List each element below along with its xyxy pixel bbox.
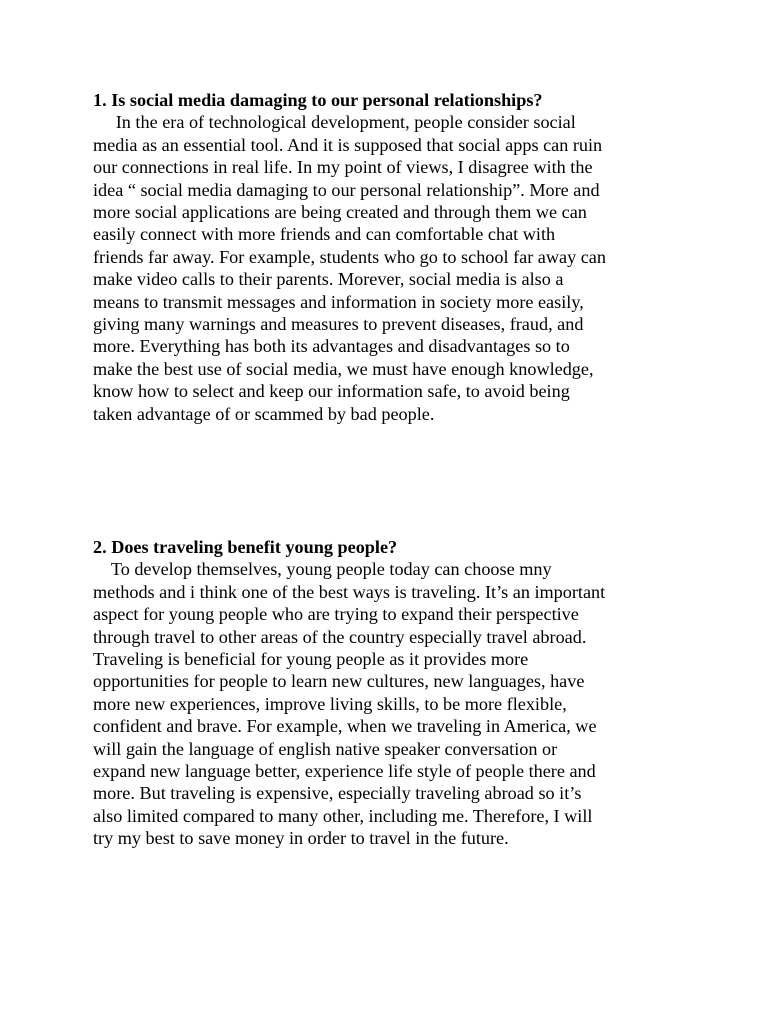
paragraph-line: idea “ social media damaging to our personal relationship”. More and — [93, 179, 600, 200]
paragraph-line: try my best to save money in order to travel in the future. — [93, 828, 509, 849]
paragraph-line: methods and i think one of the best ways is traveling. It’s an important — [93, 581, 606, 602]
paragraph-line: more new experiences, improve living skills, to be more flexible, — [93, 693, 567, 714]
paragraph-line: know how to select and keep our information safe, to avoid being — [93, 381, 570, 402]
paragraph-line: make video calls to their parents. Morever, social media is also a — [93, 269, 564, 290]
essay-section-social-media — [93, 89, 693, 425]
paragraph-line: friends far away. For example, students who go to school far away can — [93, 246, 606, 267]
paragraph-line: opportunities for people to learn new cultures, new languages, have — [93, 671, 585, 692]
paragraph-line: also limited compared to many other, including me. Therefore, I will — [93, 805, 593, 826]
paragraph-line: Traveling is beneficial for young people as it provides more — [93, 649, 529, 670]
question-heading-1: 1. Is social media damaging to our personal relationships? — [93, 90, 543, 110]
paragraph-line: To develop themselves, young people today can choose mny — [93, 559, 552, 580]
paragraph-line: more. Everything has both its advantages and disadvantages so to — [93, 336, 570, 357]
paragraph-line: easily connect with more friends and can comfortable chat with — [93, 224, 556, 245]
paragraph-line: giving many warnings and measures to prevent diseases, fraud, and — [93, 314, 584, 335]
paragraph-line: will gain the language of english native speaker conversation or — [93, 738, 558, 759]
paragraph-line: more. But traveling is expensive, especially traveling abroad so it’s — [93, 783, 582, 804]
question-heading-2: 2. Does traveling benefit young people? — [93, 537, 398, 557]
paragraph-line: aspect for young people who are trying to expand their perspective — [93, 604, 579, 625]
paragraph-line: make the best use of social media, we must have enough knowledge, — [93, 358, 594, 379]
paragraph-line: taken advantage of or scammed by bad people. — [93, 403, 435, 424]
paragraph-line: through travel to other areas of the country especially travel abroad. — [93, 626, 587, 647]
paragraph-line: more social applications are being created and through them we can — [93, 202, 587, 223]
paragraph-line: means to transmit messages and information in society more easily, — [93, 291, 584, 312]
paragraph-line: In the era of technological development, people consider social — [93, 112, 576, 133]
paragraph-line: our connections in real life. In my point of views, I disagree with the — [93, 157, 593, 178]
paragraph-line: confident and brave. For example, when we traveling in America, we — [93, 716, 597, 737]
paragraph-line: media as an essential tool. And it is supposed that social apps can ruin — [93, 134, 603, 155]
essay-section-traveling — [93, 536, 693, 850]
paragraph-line: expand new language better, experience life style of people there and — [93, 761, 596, 782]
